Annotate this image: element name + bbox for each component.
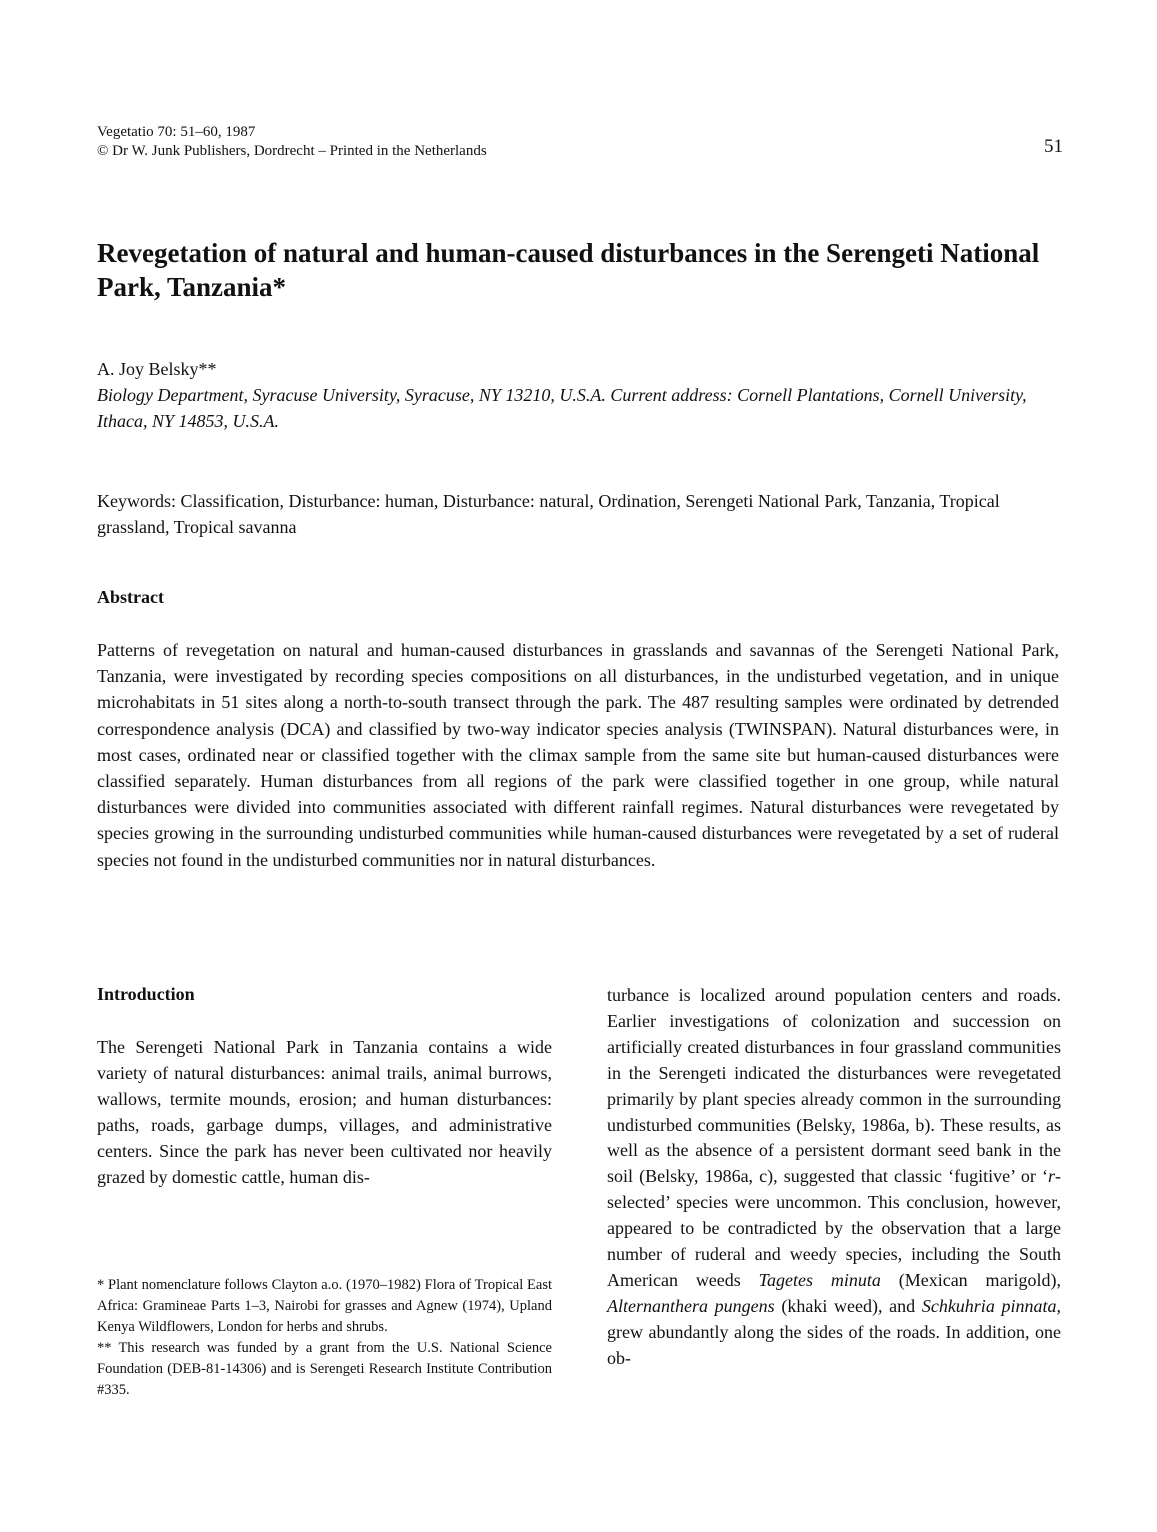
abstract-text: Patterns of revegetation on natural and human-caused disturbances in grasslands and savannas of the Serengeti National Park, Tanzania, were investigated by recording species compositions on all disturbances, in the undisturbed vegetation, and in unique microhabitats in 51 sites along a north-to-south transect through the park. The 487 resulting samples were ordinated by detrended correspondence analysis (DCA) and classified by two-way indicator species analysis (TWINSPAN). Natural disturbances were, in most cases, ordinated near or classified together with the climax sample from the same site but human-caused disturbances were classified separately. Human disturbances from all regions of the park were classified together in one group, while natural disturbances were divided into communities associated with different rainfall regimes. Natural disturbances were revegetated by species growing in the surrounding undisturbed communities while human-caused disturbances were revegetated by a set of ruderal species not found in the undisturbed communities nor in natural disturbances. bbox=[97, 640, 1059, 870]
article-title: Revegetation of natural and human-caused disturbances in the Serengeti National Park, Tanzania* bbox=[97, 238, 1040, 302]
intro-text-segment: grew abundantly along the sides of the roads. In addition, one ob- bbox=[607, 1321, 1061, 1368]
species-name: Tagetes minuta bbox=[758, 1269, 881, 1290]
footnote-nomenclature: * Plant nomenclature follows Clayton a.o. (1970–1982) Flora of Tropical East Africa: Gramineae Parts 1–3, Nairobi for grasses and Agnew (1974), Upland Kenya Wildflowers, London for herbs and shrubs. bbox=[97, 1277, 552, 1335]
species-name: Alternanthera pungens bbox=[607, 1295, 775, 1316]
intro-text-segment: turbance is localized around population centers and roads. Earlier investigations of colonization and succession on artificially created disturbances in four grassland communities in the Serengeti indicated the disturbances were revegetated primarily by plant species already common in the surrounding undisturbed communities (Belsky, 1986a, b). These results, as well as the absence of a persistent dormant seed bank in the soil (Belsky, 1986a, c), suggested that classic ‘fugitive’ or ‘ bbox=[607, 985, 1061, 1187]
introduction-heading: Introduction bbox=[97, 984, 195, 1004]
keywords: Keywords: Classification, Disturbance: human, Disturbance: natural, Ordination, Serengeti National Park, Tanzania, Tropical grassland, Tropical savanna bbox=[97, 491, 1000, 537]
introduction-right-column bbox=[607, 983, 1061, 1372]
species-name: Schkuhria pinnata, bbox=[921, 1295, 1061, 1316]
intro-r-selected: r bbox=[1047, 1166, 1055, 1187]
intro-text-segment: (khaki weed), and bbox=[774, 1295, 922, 1316]
author-affiliation: Biology Department, Syracuse University, Syracuse, NY 13210, U.S.A. Current address: Cornell Plantations, Cornell University, Ithaca, NY 14853, U.S.A. bbox=[97, 385, 1027, 431]
footnote-funding: ** This research was funded by a grant from the U.S. National Science Foundation (DEB-81-14306) and is Serengeti Research Institute Contribution #335. bbox=[97, 1340, 552, 1398]
author-name: A. Joy Belsky** bbox=[97, 359, 217, 379]
introduction-left-column: The Serengeti National Park in Tanzania contains a wide variety of natural disturbances: animal trails, animal burrows, wallows, termite mounds, erosion; and human disturbances: paths, roads, garbage dumps, villages, and administrative centers. Since the park has never been cultivated nor heavily grazed by domestic cattle, human dis- bbox=[97, 1037, 552, 1187]
page-number: 51 bbox=[1044, 136, 1063, 157]
journal-citation: Vegetatio 70: 51–60, 1987 bbox=[97, 124, 256, 140]
publisher-copyright: © Dr W. Junk Publishers, Dordrecht – Printed in the Netherlands bbox=[97, 143, 487, 159]
intro-text-segment: -selected’ species were uncommon. This conclusion, however, appeared to be contradicted by the observation that a large number of ruderal and weedy species, including the South American weeds bbox=[607, 1166, 1061, 1290]
footnotes bbox=[97, 1275, 552, 1401]
abstract-heading: Abstract bbox=[97, 587, 164, 607]
intro-text-segment: (Mexican marigold), bbox=[880, 1269, 1062, 1290]
